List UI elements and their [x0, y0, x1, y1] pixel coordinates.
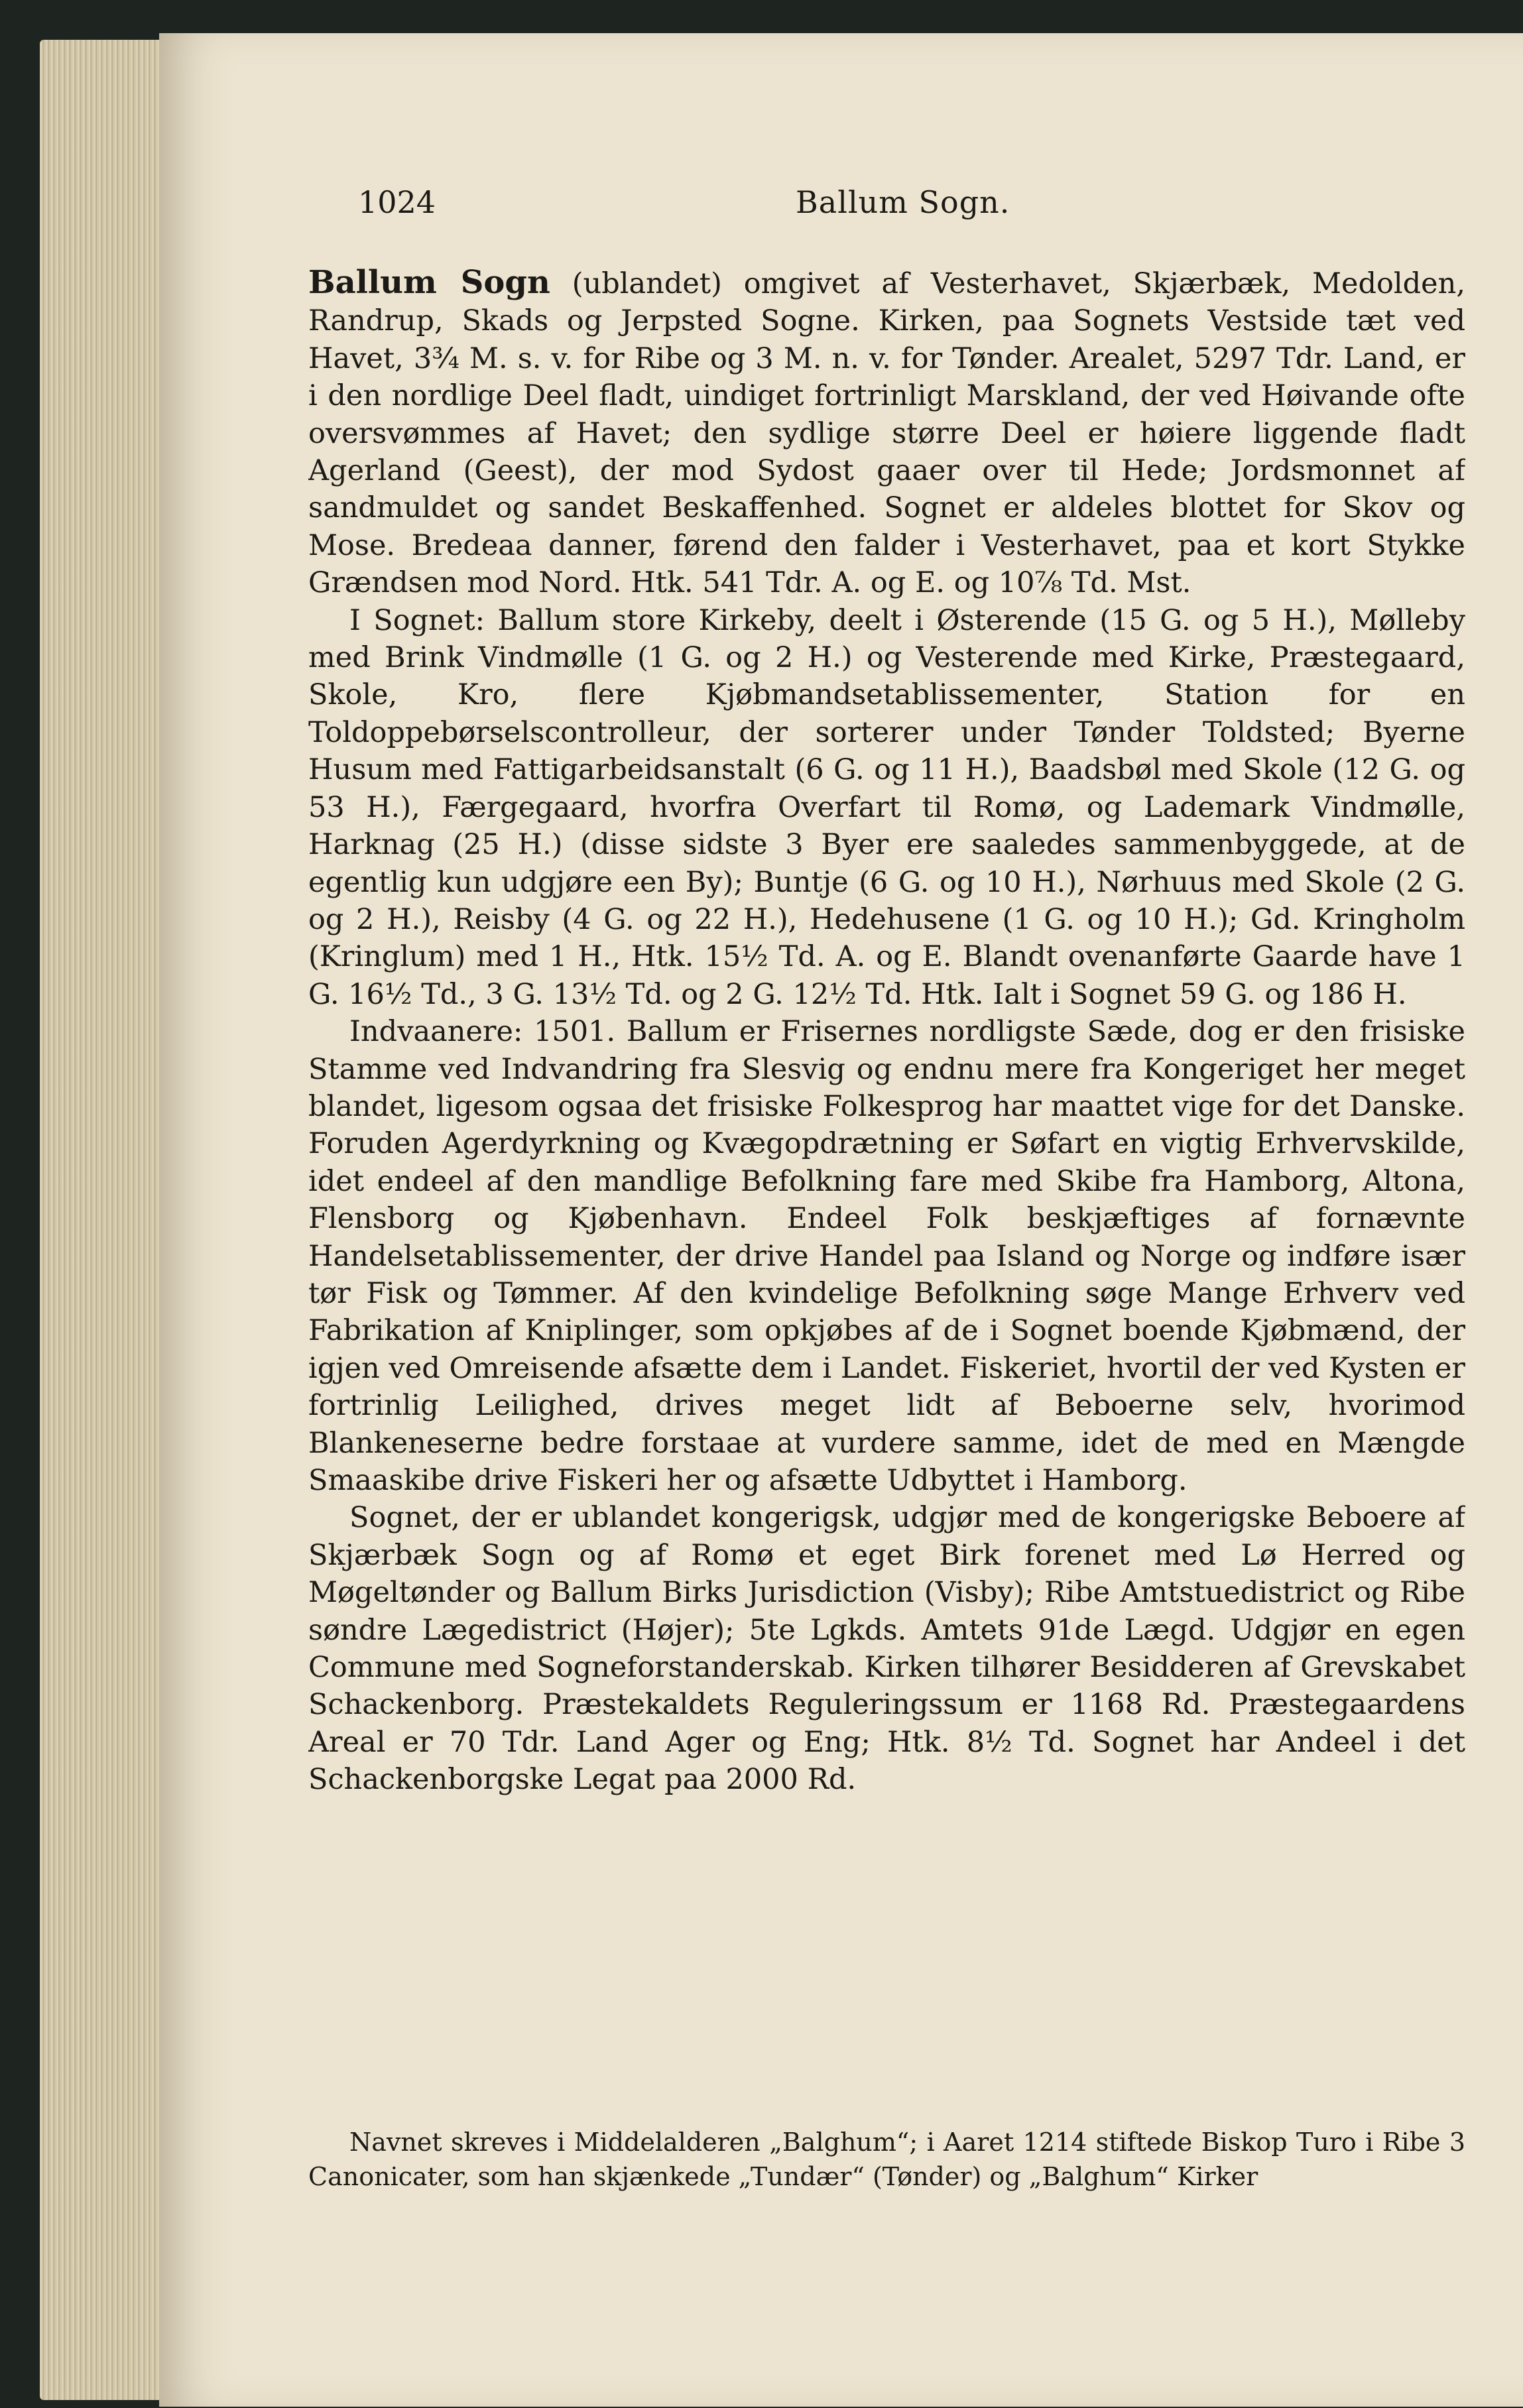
- article-title: Ballum Sogn: [308, 264, 550, 301]
- article-body: [308, 264, 1465, 2114]
- running-head: [358, 184, 1472, 224]
- paragraph-intro-text: (ublandet) omgivet af Vesterhavet, Skjærbæk, Medolden, Randrup, Skads og Jerpsted Sogne. Kirken, paa Sognets Vestside tæt ved Havet, 3¾ M. s. v. for Ribe og 3 M. n. v. for Tønder. Arealet, 5297 Tdr. Land, er i den nordlige Deel fladt, uindiget fortrinligt Marskland, der ved Høivande ofte oversvømmes af Havet; den sydlige større Deel er høiere liggende fladt Agerland (Geest), der mod Sydost gaaer over til Hede; Jordsmonnet af sandmuldet og sandet Beskaffenhed. Sognet er aldeles blottet for Skov og Mose. Bredeaa danner, førend den falder i Vesterhavet, paa et kort Stykke Grændsen mod Nord. Htk. 541 Tdr. A. og E. og 10⅞ Td. Mst.: [308, 267, 1465, 600]
- running-title: Ballum Sogn.: [796, 184, 1010, 220]
- paragraph-population: Indvaanere: 1501. Ballum er Frisernes nordligste Sæde, dog er den frisiske Stamme ved Indvandring fra Slesvig og endnu mere fra Kongeriget her meget blandet, ligesom ogsaa det frisiske Folkesprog har maattet vige for det Danske. Foruden Agerdyrkning og Kvægopdrætning er Søfart en vigtig Erhvervskilde, idet endeel af den mandlige Befolkning fare med Skibe fra Hamborg, Altona, Flensborg og Kjøbenhavn. Endeel Folk beskjæftiges af fornævnte Handelsetablissementer, der drive Handel paa Island og Norge og indføre især tør Fisk og Tømmer. Af den kvindelige Befolkning søge Mange Erhverv ved Fabrikation af Kniplinger, som opkjøbes af de i Sognet boende Kjøbmænd, der igjen ved Omreisende afsætte dem i Landet. Fiskeriet, hvortil der ved Kysten er fortrinlig Leilighed, drives meget lidt af Beboerne selv, hvorimod Blankeneserne bedre forstaae at vurdere samme, idet de med en Mængde Smaaskibe drive Fiskeri her og afsætte Udbyttet i Hamborg.: [308, 1015, 1465, 1497]
- page-number: 1024: [358, 184, 436, 220]
- paragraph-villages: I Sognet: Ballum store Kirkeby, deelt i Østerende (15 G. og 5 H.), Mølleby med Brink Vindmølle (1 G. og 2 H.) og Vesterende med Kirke, Præstegaard, Skole, Kro, flere Kjøbmandsetablissementer, Station for en Toldoppebørselscontrolleur, der sorterer under Tønder Toldsted; Byerne Husum med Fattigarbeidsanstalt (6 G. og 11 H.), Baadsbøl med Skole (12 G. og 53 H.), Færgegaard, hvorfra Overfart til Romø, og Lademark Vindmølle, Harknag (25 H.) (disse sidste 3 Byer ere saaledes sammenbyggede, at de egentlig kun udgjøre een By); Buntje (6 G. og 10 H.), Nørhuus med Skole (2 G. og 2 H.), Reisby (4 G. og 22 H.), Hedehusene (1 G. og 10 H.); Gd. Kringholm (Kringlum) med 1 H., Htk. 15½ Td. A. og E. Blandt ovenanførte Gaarde have 1 G. 16½ Td., 3 G. 13½ Td. og 2 G. 12½ Td. Htk. Ialt i Sognet 59 G. og 186 H.: [308, 603, 1465, 1011]
- footnote-text: Navnet skreves i Middelalderen „Balghum“; i Aaret 1214 stiftede Biskop Turo i Ribe 3 Canonicater, som han skjænkede „Tundær“ (Tønder) og „Balghum“ Kirker: [308, 2128, 1465, 2191]
- paragraph-intro: [308, 264, 1465, 602]
- footnote: [308, 2125, 1465, 2204]
- paragraph-administration: Sognet, der er ublandet kongerigsk, udgjør med de kongerigske Beboere af Skjærbæk Sogn og af Romø et eget Birk forenet med Lø Herred og Møgeltønder og Ballum Birks Jurisdiction (Visby); Ribe Amtstuedistrict og Ribe søndre Lægedistrict (Højer); 5te Lgkds. Amtets 91de Lægd. Udgjør en egen Commune med Sogneforstanderskab. Kirken tilhører Besidderen af Grevskabet Schackenborg. Præstekaldets Reguleringssum er 1168 Rd. Præstegaardens Areal er 70 Tdr. Land Ager og Eng; Htk. 8½ Td. Sognet har Andeel i det Schackenborgske Legat paa 2000 Rd.: [308, 1501, 1465, 1797]
